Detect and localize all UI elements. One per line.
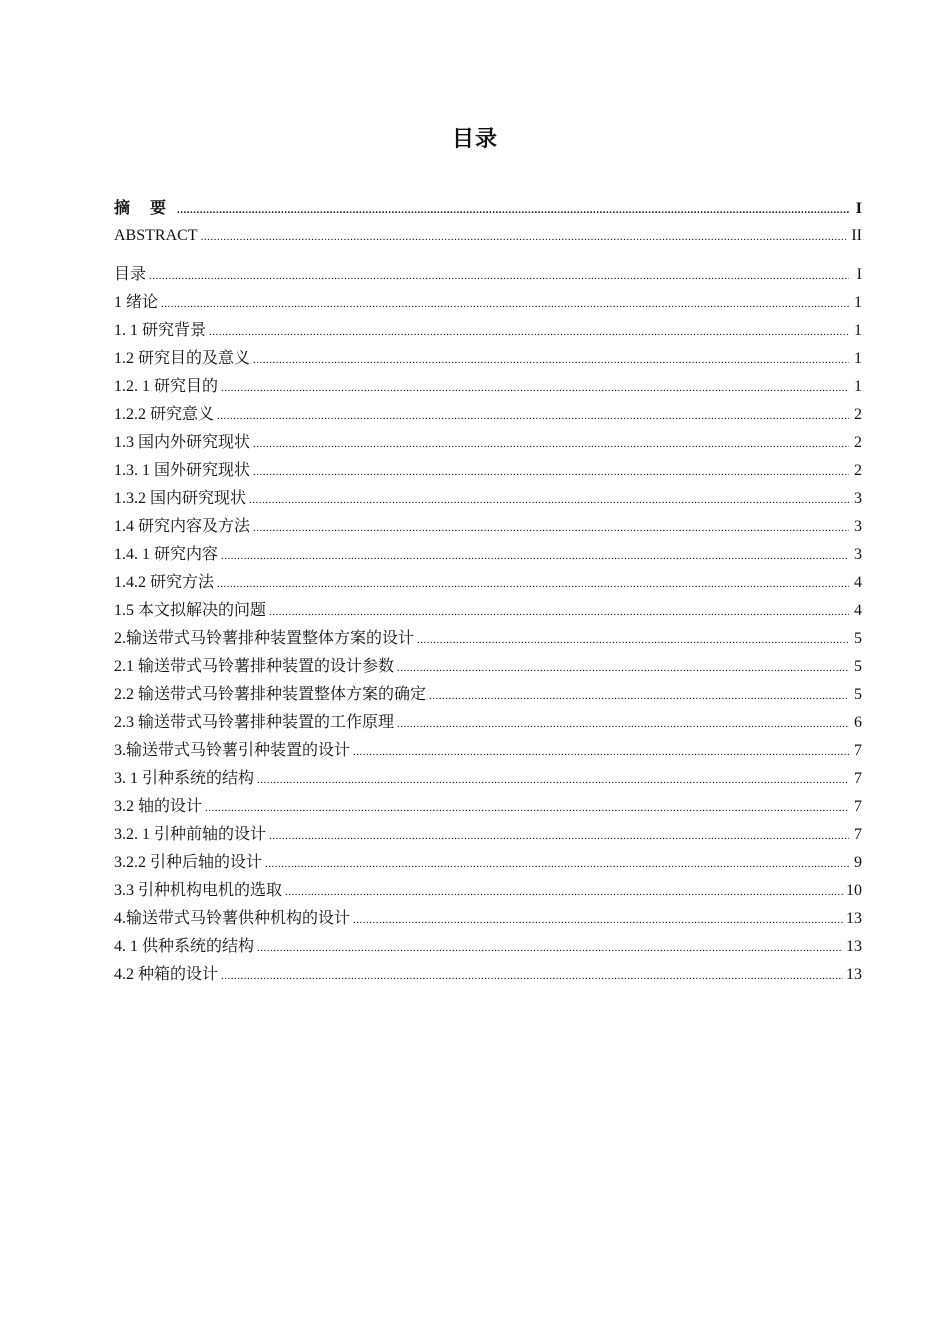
toc-entry[interactable] [114, 429, 862, 457]
toc-entry-page-number: I [856, 266, 862, 283]
toc-entry-page-number: 1 [854, 322, 862, 339]
toc-entry[interactable] [114, 513, 862, 541]
toc-entry-page-number: 7 [854, 826, 862, 843]
toc-leader-dots [397, 662, 849, 674]
toc-entry[interactable] [114, 597, 862, 625]
toc-entry-page-number: 5 [854, 658, 862, 675]
toc-entry-page-number: 7 [854, 770, 862, 787]
toc-entry[interactable] [114, 569, 862, 597]
page-title: 目录 [451, 127, 498, 152]
toc-entry-page-number: 5 [854, 686, 862, 703]
toc-leader-dots [265, 858, 849, 870]
toc-leader-dots [253, 354, 849, 366]
table-of-contents [114, 195, 862, 989]
toc-leader-dots [253, 466, 849, 478]
toc-entry-page-number: 2 [854, 462, 862, 479]
toc-entry[interactable] [114, 485, 862, 513]
toc-leader-dots [149, 270, 849, 282]
toc-leader-dots [177, 204, 849, 216]
toc-entry-label: ABSTRACT [114, 227, 198, 244]
toc-entry[interactable] [114, 457, 862, 485]
toc-leader-dots [217, 578, 849, 590]
toc-entry[interactable] [114, 345, 862, 373]
toc-entry-label: 摘 要 [114, 200, 175, 217]
toc-leader-dots [353, 746, 849, 758]
toc-entry[interactable] [114, 821, 862, 849]
toc-entry-page-number: 10 [846, 882, 862, 899]
toc-entry[interactable] [114, 261, 862, 289]
toc-entry-label: 1.3.2 国内研究现状 [114, 490, 247, 507]
toc-entry-page-number: 3 [854, 546, 862, 563]
toc-entry-label: 2.1 输送带式马铃薯排种装置的设计参数 [114, 658, 395, 675]
toc-leader-dots [217, 410, 849, 422]
toc-entry[interactable] [114, 401, 862, 429]
toc-entry[interactable] [114, 653, 862, 681]
toc-entry[interactable] [114, 541, 862, 569]
toc-leader-dots [269, 606, 849, 618]
toc-entry-label: 1.2 研究目的及意义 [114, 350, 251, 367]
toc-entry-page-number: 4 [854, 574, 862, 591]
toc-entry-label: 1.3. 1 国外研究现状 [114, 462, 251, 479]
toc-entry-label: 4. 1 供种系统的结构 [114, 938, 255, 955]
toc-entry-page-number: 1 [854, 294, 862, 311]
toc-entry-label: 1.4.2 研究方法 [114, 574, 215, 591]
toc-entry-label: 1.5 本文拟解决的问题 [114, 602, 267, 619]
toc-entry-page-number: 13 [846, 910, 862, 927]
toc-entry[interactable] [114, 681, 862, 709]
toc-leader-dots [429, 690, 849, 702]
toc-entry-label: 1.4 研究内容及方法 [114, 518, 251, 535]
toc-entry[interactable] [114, 933, 862, 961]
toc-entry-label: 1.3 国内外研究现状 [114, 434, 251, 451]
toc-entry[interactable] [114, 625, 862, 653]
toc-entry-label: 目录 [114, 266, 147, 283]
toc-entry-page-number: 3 [854, 490, 862, 507]
toc-leader-dots [417, 634, 849, 646]
toc-entry-page-number: 9 [854, 854, 862, 871]
toc-entry-label: 3.2.2 引种后轴的设计 [114, 854, 263, 871]
toc-leader-dots [209, 326, 849, 338]
toc-entry[interactable] [114, 765, 862, 793]
toc-entry-page-number: 1 [854, 350, 862, 367]
toc-leader-dots [205, 802, 849, 814]
toc-entry-page-number: 2 [854, 406, 862, 423]
toc-leader-dots [257, 942, 843, 954]
toc-entry-label: 1. 1 研究背景 [114, 322, 207, 339]
toc-leader-dots [353, 914, 843, 926]
toc-entry-page-number: 13 [846, 966, 862, 983]
toc-leader-dots [249, 494, 849, 506]
toc-entry-page-number: 7 [854, 742, 862, 759]
toc-leader-dots [221, 970, 843, 982]
toc-entry-label: 4.输送带式马铃薯供种机构的设计 [114, 910, 351, 927]
toc-leader-dots [221, 550, 849, 562]
toc-entry[interactable] [114, 877, 862, 905]
toc-entry[interactable] [114, 289, 862, 317]
toc-entry-page-number: I [855, 200, 862, 217]
toc-entry-page-number: 3 [854, 518, 862, 535]
toc-entry-label: 3. 1 引种系统的结构 [114, 770, 255, 787]
toc-entry-page-number: 4 [854, 602, 862, 619]
toc-entry-label: 4.2 种箱的设计 [114, 966, 219, 983]
toc-leader-dots [253, 522, 849, 534]
toc-entry-label: 2.输送带式马铃薯排种装置整体方案的设计 [114, 630, 415, 647]
toc-leader-dots [221, 382, 849, 394]
toc-entry-label: 3.3 引种机构电机的选取 [114, 882, 283, 899]
toc-entry[interactable] [114, 227, 862, 261]
toc-entry-page-number: 5 [854, 630, 862, 647]
toc-entry-label: 1.2.2 研究意义 [114, 406, 215, 423]
toc-entry[interactable] [114, 195, 862, 227]
toc-entry-label: 1.2. 1 研究目的 [114, 378, 219, 395]
toc-entry-page-number: 1 [854, 378, 862, 395]
toc-entry-label: 3.输送带式马铃薯引种装置的设计 [114, 742, 351, 759]
toc-entry-page-number: 6 [854, 714, 862, 731]
toc-entry-page-number: 13 [846, 938, 862, 955]
toc-leader-dots [201, 231, 849, 243]
toc-leader-dots [253, 438, 849, 450]
toc-entry-label: 2.2 输送带式马铃薯排种装置整体方案的确定 [114, 686, 427, 703]
toc-entry-label: 3.2 轴的设计 [114, 798, 203, 815]
toc-leader-dots [269, 830, 849, 842]
toc-entry[interactable] [114, 709, 862, 737]
toc-entry-page-number: II [851, 227, 862, 244]
toc-entry[interactable] [114, 961, 862, 989]
toc-entry-label: 2.3 输送带式马铃薯排种装置的工作原理 [114, 714, 395, 731]
toc-entry[interactable] [114, 373, 862, 401]
toc-leader-dots [257, 774, 849, 786]
toc-leader-dots [397, 718, 849, 730]
toc-entry-page-number: 2 [854, 434, 862, 451]
toc-entry[interactable] [114, 905, 862, 933]
toc-entry-label: 1 绪论 [114, 294, 159, 311]
toc-entry-label: 3.2. 1 引种前轴的设计 [114, 826, 267, 843]
toc-entry-page-number: 7 [854, 798, 862, 815]
toc-leader-dots [161, 298, 849, 310]
toc-leader-dots [285, 886, 843, 898]
toc-entry[interactable] [114, 317, 862, 345]
toc-entry-label: 1.4. 1 研究内容 [114, 546, 219, 563]
toc-entry[interactable] [114, 849, 862, 877]
toc-entry[interactable] [114, 737, 862, 765]
toc-entry[interactable] [114, 793, 862, 821]
